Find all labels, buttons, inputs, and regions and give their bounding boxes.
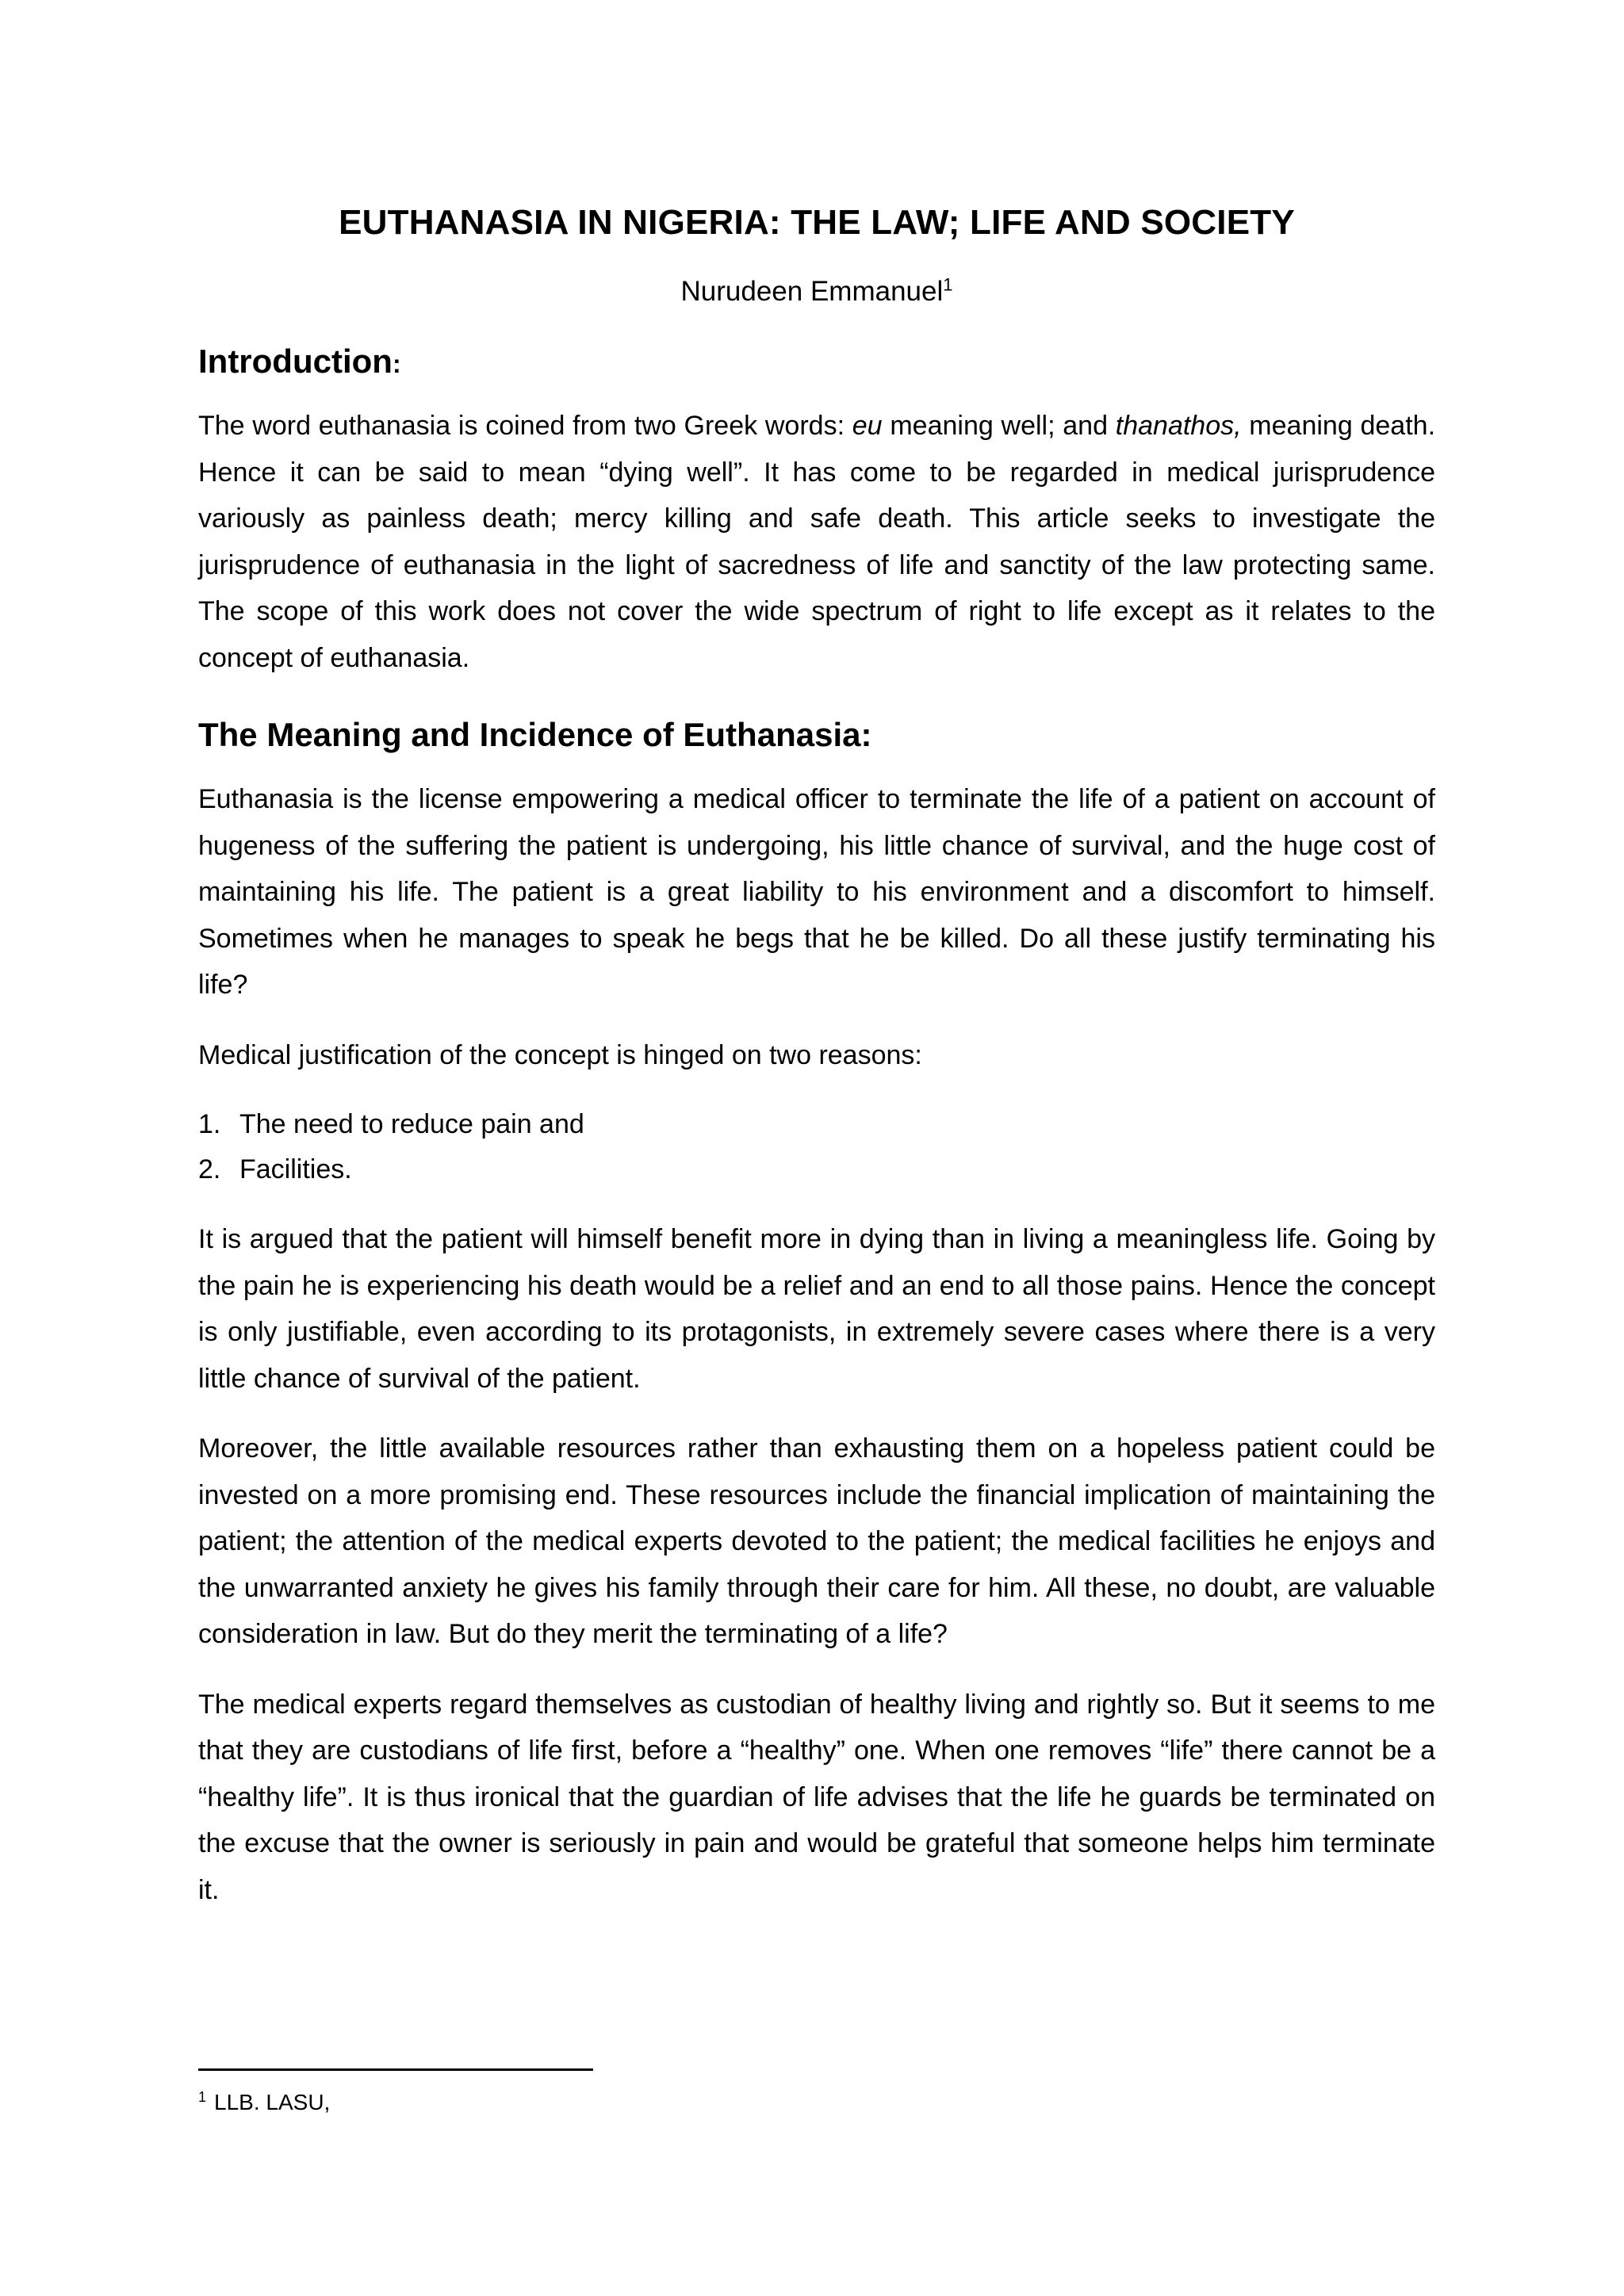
intro-term-eu: eu — [852, 411, 883, 441]
reasons-list — [198, 1102, 1435, 1192]
meaning-paragraph-5: The medical experts regard themselves as custodian of healthy living and rightly so. But it seems to me that they are custodians of life first, before a “healthy” one. When one removes “life” there cannot be a “healthy life”. It is thus ironical that the guardian of life advises that the life he guards be terminated on the excuse that the owner is seriously in pain and would be grateful that someone helps him terminate it. — [198, 1689, 1435, 1905]
author-name: Nurudeen Emmanuel — [680, 276, 944, 307]
footnote-divider — [198, 2068, 593, 2071]
introduction-paragraph — [198, 403, 1435, 681]
meaning-paragraph-1: Euthanasia is the license empowering a medical officer to terminate the life of a patient on account of hugeness of the suffering the patient is undergoing, his little chance of survival, and the huge cost of maintaining his life. The patient is a great liability to his environment and a discomfort to himself. Sometimes when he manages to speak he begs that he be killed. Do all these justify terminating his life? — [198, 784, 1435, 1000]
list-item-text: The need to reduce pain and — [239, 1109, 584, 1139]
list-item-text: Facilities. — [239, 1154, 352, 1184]
intro-text-1: The word euthanasia is coined from two Greek words: — [198, 411, 852, 441]
list-item-number: 1. — [198, 1109, 221, 1139]
meaning-paragraph-3: It is argued that the patient will himself benefit more in dying than in living a meaningless life. Going by the pain he is experiencing his death would be a relief and an end to all those pains. Hence the concept is only justifiable, even according to its protagonists, in extremely severe cases where there is a very little chance of survival of the patient. — [198, 1224, 1435, 1394]
introduction-heading — [198, 342, 1435, 381]
list-item — [198, 1102, 1435, 1147]
intro-text-3: meaning death. Hence it can be said to mean “dying well”. It has come to be regarded in medical jurisprudence variously as painless death; mercy killing and safe death. This article seeks to investigate the jurisprudence of euthanasia in the light of sacredness of life and sanctity of the law protecting same. The scope of this work does not cover the wide spectrum of right to life except as it relates to the concept of euthanasia. — [198, 411, 1436, 673]
meaning-heading: The Meaning and Incidence of Euthanasia: — [198, 716, 872, 753]
document-title: EUTHANASIA IN NIGERIA: THE LAW; LIFE AND SOCIETY — [339, 203, 1295, 242]
intro-term-thanathos: thanathos, — [1115, 411, 1242, 441]
introduction-heading-colon: : — [392, 350, 401, 378]
document-page — [198, 182, 1435, 1913]
meaning-paragraph-4: Moreover, the little available resources rather than exhausting them on a hopeless patient could be invested on a more promising end. These resources include the financial implication of maintaining the patient; the attention of the medical experts devoted to the patient; the medical facilities he enjoys and the unwarranted anxiety he gives his family through their care for him. All these, no doubt, are valuable consideration in law. But do they merit the terminating of a life? — [198, 1433, 1435, 1649]
introduction-heading-text: Introduction — [198, 342, 393, 380]
footnote-mark: 1 — [198, 2088, 207, 2105]
intro-text-2: meaning well; and — [882, 411, 1116, 441]
meaning-paragraph-2: Medical justification of the concept is hinged on two reasons: — [198, 1039, 922, 1070]
author-line — [198, 276, 1435, 308]
footnote — [198, 2087, 330, 2118]
list-item — [198, 1147, 1435, 1192]
list-item-number: 2. — [198, 1154, 221, 1184]
footnote-text: LLB. LASU, — [214, 2090, 331, 2114]
author-footnote-mark: 1 — [943, 274, 953, 295]
